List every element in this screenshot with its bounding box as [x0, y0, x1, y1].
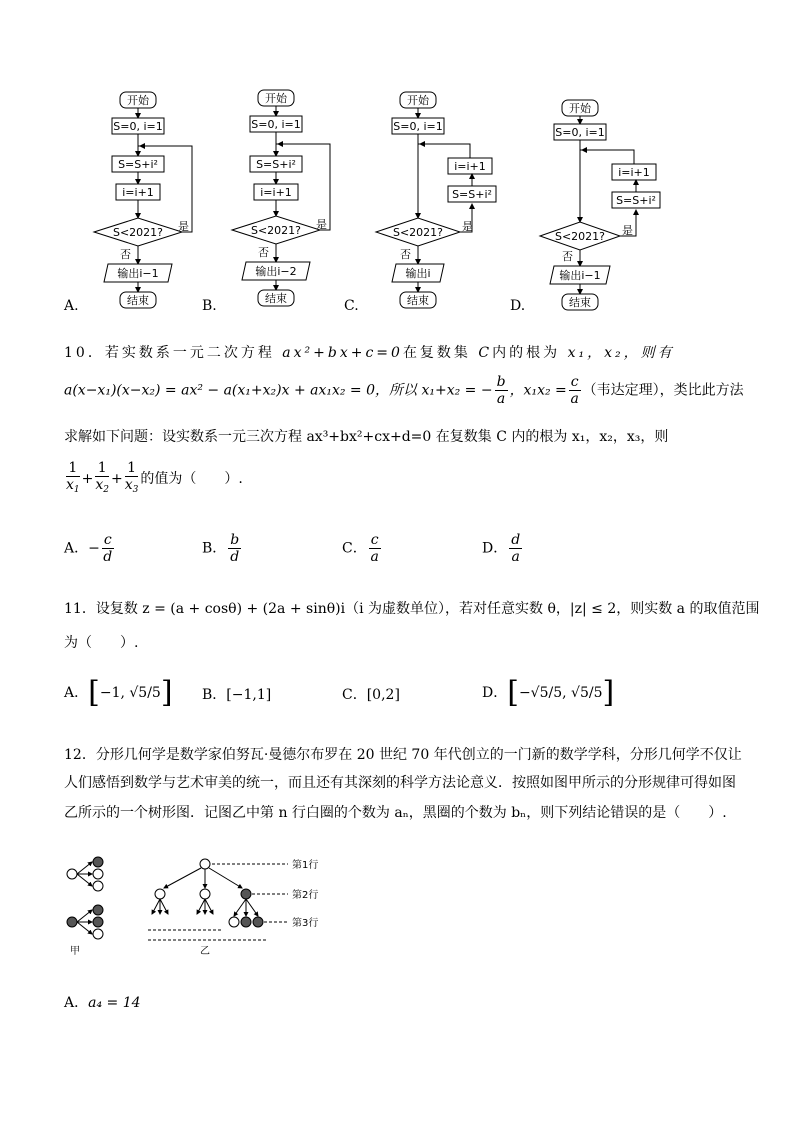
fig-yi-label: 乙 [200, 946, 210, 957]
q10-line2 [64, 374, 744, 407]
option-label: B． [202, 687, 227, 703]
option-value: [0,2] [366, 687, 400, 703]
frac-den: a [496, 391, 506, 407]
step2-label: i=i+1 [260, 186, 292, 199]
option-value: −1, √5/5 [99, 685, 161, 701]
option-den: a [511, 549, 520, 565]
step1-label: i=i+1 [454, 160, 486, 173]
option-label: D． [482, 540, 508, 557]
q10-line2-eq: a(x−x₁)(x−x₂) = ax² − a(x₁+x₂)x + ax₁x₂ = 0，所以 x₁+x₂ = − [64, 382, 493, 399]
option-value: −√5/5, √5/5 [518, 685, 603, 701]
yes-label: 是 [178, 220, 189, 233]
no-label: 否 [258, 246, 269, 259]
fractal-tree-figure [60, 850, 360, 960]
q11-option-b[interactable] [202, 684, 271, 704]
q10-line3: 求解如下问题：设实数系一元三次方程 ax³+bx²+cx+d=0 在复数集 C 内的根为 x₁，x₂，x₃，则 [64, 429, 669, 445]
option-sign: − [88, 540, 100, 557]
option-label: C． [342, 687, 367, 703]
option-label: D． [482, 685, 508, 701]
q12-line2: 人们感悟到数学与艺术审美的统一，而且还有其深刻的科学方法论意义．按照如图甲所示的分形规律可得如图 [64, 775, 736, 791]
no-label: 否 [120, 248, 131, 261]
init-label: S=0, i=1 [113, 120, 163, 133]
fig-jia-label: 甲 [70, 946, 80, 957]
cond-label: S<2021? [554, 230, 606, 243]
output-label: 输出i−2 [255, 265, 297, 278]
option-label: C． [342, 540, 367, 557]
q10-eq1: ax²+bx+c=0 [282, 345, 403, 361]
flowchart-option-b: B. [202, 298, 217, 314]
option-den: d [103, 549, 113, 565]
step2-label: i=i+1 [122, 186, 154, 199]
step1-label: i=i+1 [618, 166, 650, 179]
option-num: b [230, 532, 240, 548]
output-label: 输出i−1 [117, 267, 159, 280]
option-value: a₄ = 14 [88, 995, 141, 1011]
option-label: A． [64, 540, 89, 557]
q10-line2-mid: ，x₁x₂ = [509, 382, 567, 399]
q11-line2: 为（ ）. [64, 635, 139, 651]
step2-label: S=S+i² [452, 188, 492, 201]
flowchart-c [376, 92, 496, 308]
step1-label: S=S+i² [256, 158, 296, 171]
yes-label: 是 [462, 220, 473, 233]
q12-line1: 12．分形几何学是数学家伯努瓦·曼德尔布罗在 20 世纪 70 年代创立的一门新的数学学科，分形几何学不仅让 [64, 747, 742, 763]
figure-jia [67, 857, 103, 957]
q11-line1: 11．设复数 z = (a + cosθ) + (2a + sinθ)i（i 为虚数单位），若对任意实数 θ，|z| ≤ 2，则实数 a 的取值范围 [64, 601, 760, 617]
init-label: S=0, i=1 [393, 120, 443, 133]
q10-expr-tail: 的值为（ ）. [140, 471, 243, 487]
q10-option-c[interactable] [342, 532, 383, 565]
start-label: 开始 [265, 92, 287, 105]
cond-label: S<2021? [112, 226, 164, 239]
init-label: S=0, i=1 [555, 126, 605, 139]
option-den: d [230, 549, 240, 565]
flowchart-d [540, 100, 660, 310]
output-label: 输出i−1 [559, 269, 601, 282]
row2-label: 第2行 [292, 890, 319, 901]
option-label: A． [64, 995, 89, 1011]
step2-label: S=S+i² [616, 194, 656, 207]
option-label: B． [202, 540, 227, 557]
flowchart-option-d: D. [510, 298, 526, 314]
end-label: 结束 [569, 296, 591, 309]
frac-num: c [570, 374, 579, 390]
row3-label: 第3行 [292, 918, 319, 929]
flowchart-b [232, 90, 330, 306]
q10-set: C [478, 345, 493, 361]
q10-text-c: 内的根为 [492, 345, 561, 361]
no-label: 否 [562, 250, 573, 263]
init-label: S=0, i=1 [251, 118, 301, 131]
q12-option-a[interactable] [64, 992, 141, 1012]
q10-expression: $\frac{1}{x_1}$ + $\frac{1}{x_2}$ + $\frac{1}{x_3}$ 的值为（ ）. [66, 460, 243, 495]
option-value: [−1,1] [226, 687, 272, 703]
frac-num: b [496, 374, 506, 390]
option-den: a [370, 549, 379, 565]
row1-label: 第1行 [292, 860, 319, 871]
option-num: d [511, 532, 521, 548]
cond-label: S<2021? [250, 224, 302, 237]
q10-text-b: 在复数集 [402, 345, 471, 361]
q10-option-b[interactable] [202, 532, 243, 565]
q10-number: 10． [64, 345, 105, 361]
q10-option-a[interactable] [64, 532, 116, 565]
flowchart-a [94, 92, 192, 308]
no-label: 否 [400, 248, 411, 261]
option-label: A． [64, 685, 89, 701]
start-label: 开始 [127, 94, 149, 107]
q10-line1 [64, 342, 732, 362]
flowcharts-figure [0, 80, 794, 320]
q10-option-d[interactable] [482, 532, 524, 565]
q10-line2-tail: （韦达定理），类比此方法 [582, 382, 744, 399]
cond-label: S<2021? [392, 226, 444, 239]
figure-yi [148, 858, 318, 957]
q10-roots: x₁，x₂，则有 [567, 345, 675, 361]
start-label: 开始 [569, 102, 591, 115]
step1-label: S=S+i² [118, 158, 158, 171]
option-num: c [103, 532, 112, 548]
yes-label: 是 [622, 224, 633, 237]
option-num: c [370, 532, 379, 548]
frac-den: a [570, 391, 579, 407]
output-label: 输出i [405, 267, 431, 280]
yes-label: 是 [316, 218, 327, 231]
q10-frac-c [569, 374, 581, 407]
start-label: 开始 [407, 94, 429, 107]
end-label: 结束 [265, 292, 287, 305]
q11-option-c[interactable] [342, 684, 400, 704]
q12-line3: 乙所示的一个树形图．记图乙中第 n 行白圈的个数为 aₙ，黑圈的个数为 bₙ，则下列结论错误的是（ ）. [64, 805, 727, 821]
q11-option-d[interactable]: D．[−√5/5, √5/5] [482, 675, 615, 710]
flowchart-option-c: C. [344, 298, 359, 314]
q10-text-a: 若实数系一元二次方程 [104, 345, 275, 361]
flowchart-option-a: A. [64, 298, 79, 314]
end-label: 结束 [127, 294, 149, 307]
q10-frac-b [495, 374, 508, 407]
end-label: 结束 [407, 294, 429, 307]
q11-option-a[interactable]: A．[−1, √5/5] [64, 675, 173, 710]
